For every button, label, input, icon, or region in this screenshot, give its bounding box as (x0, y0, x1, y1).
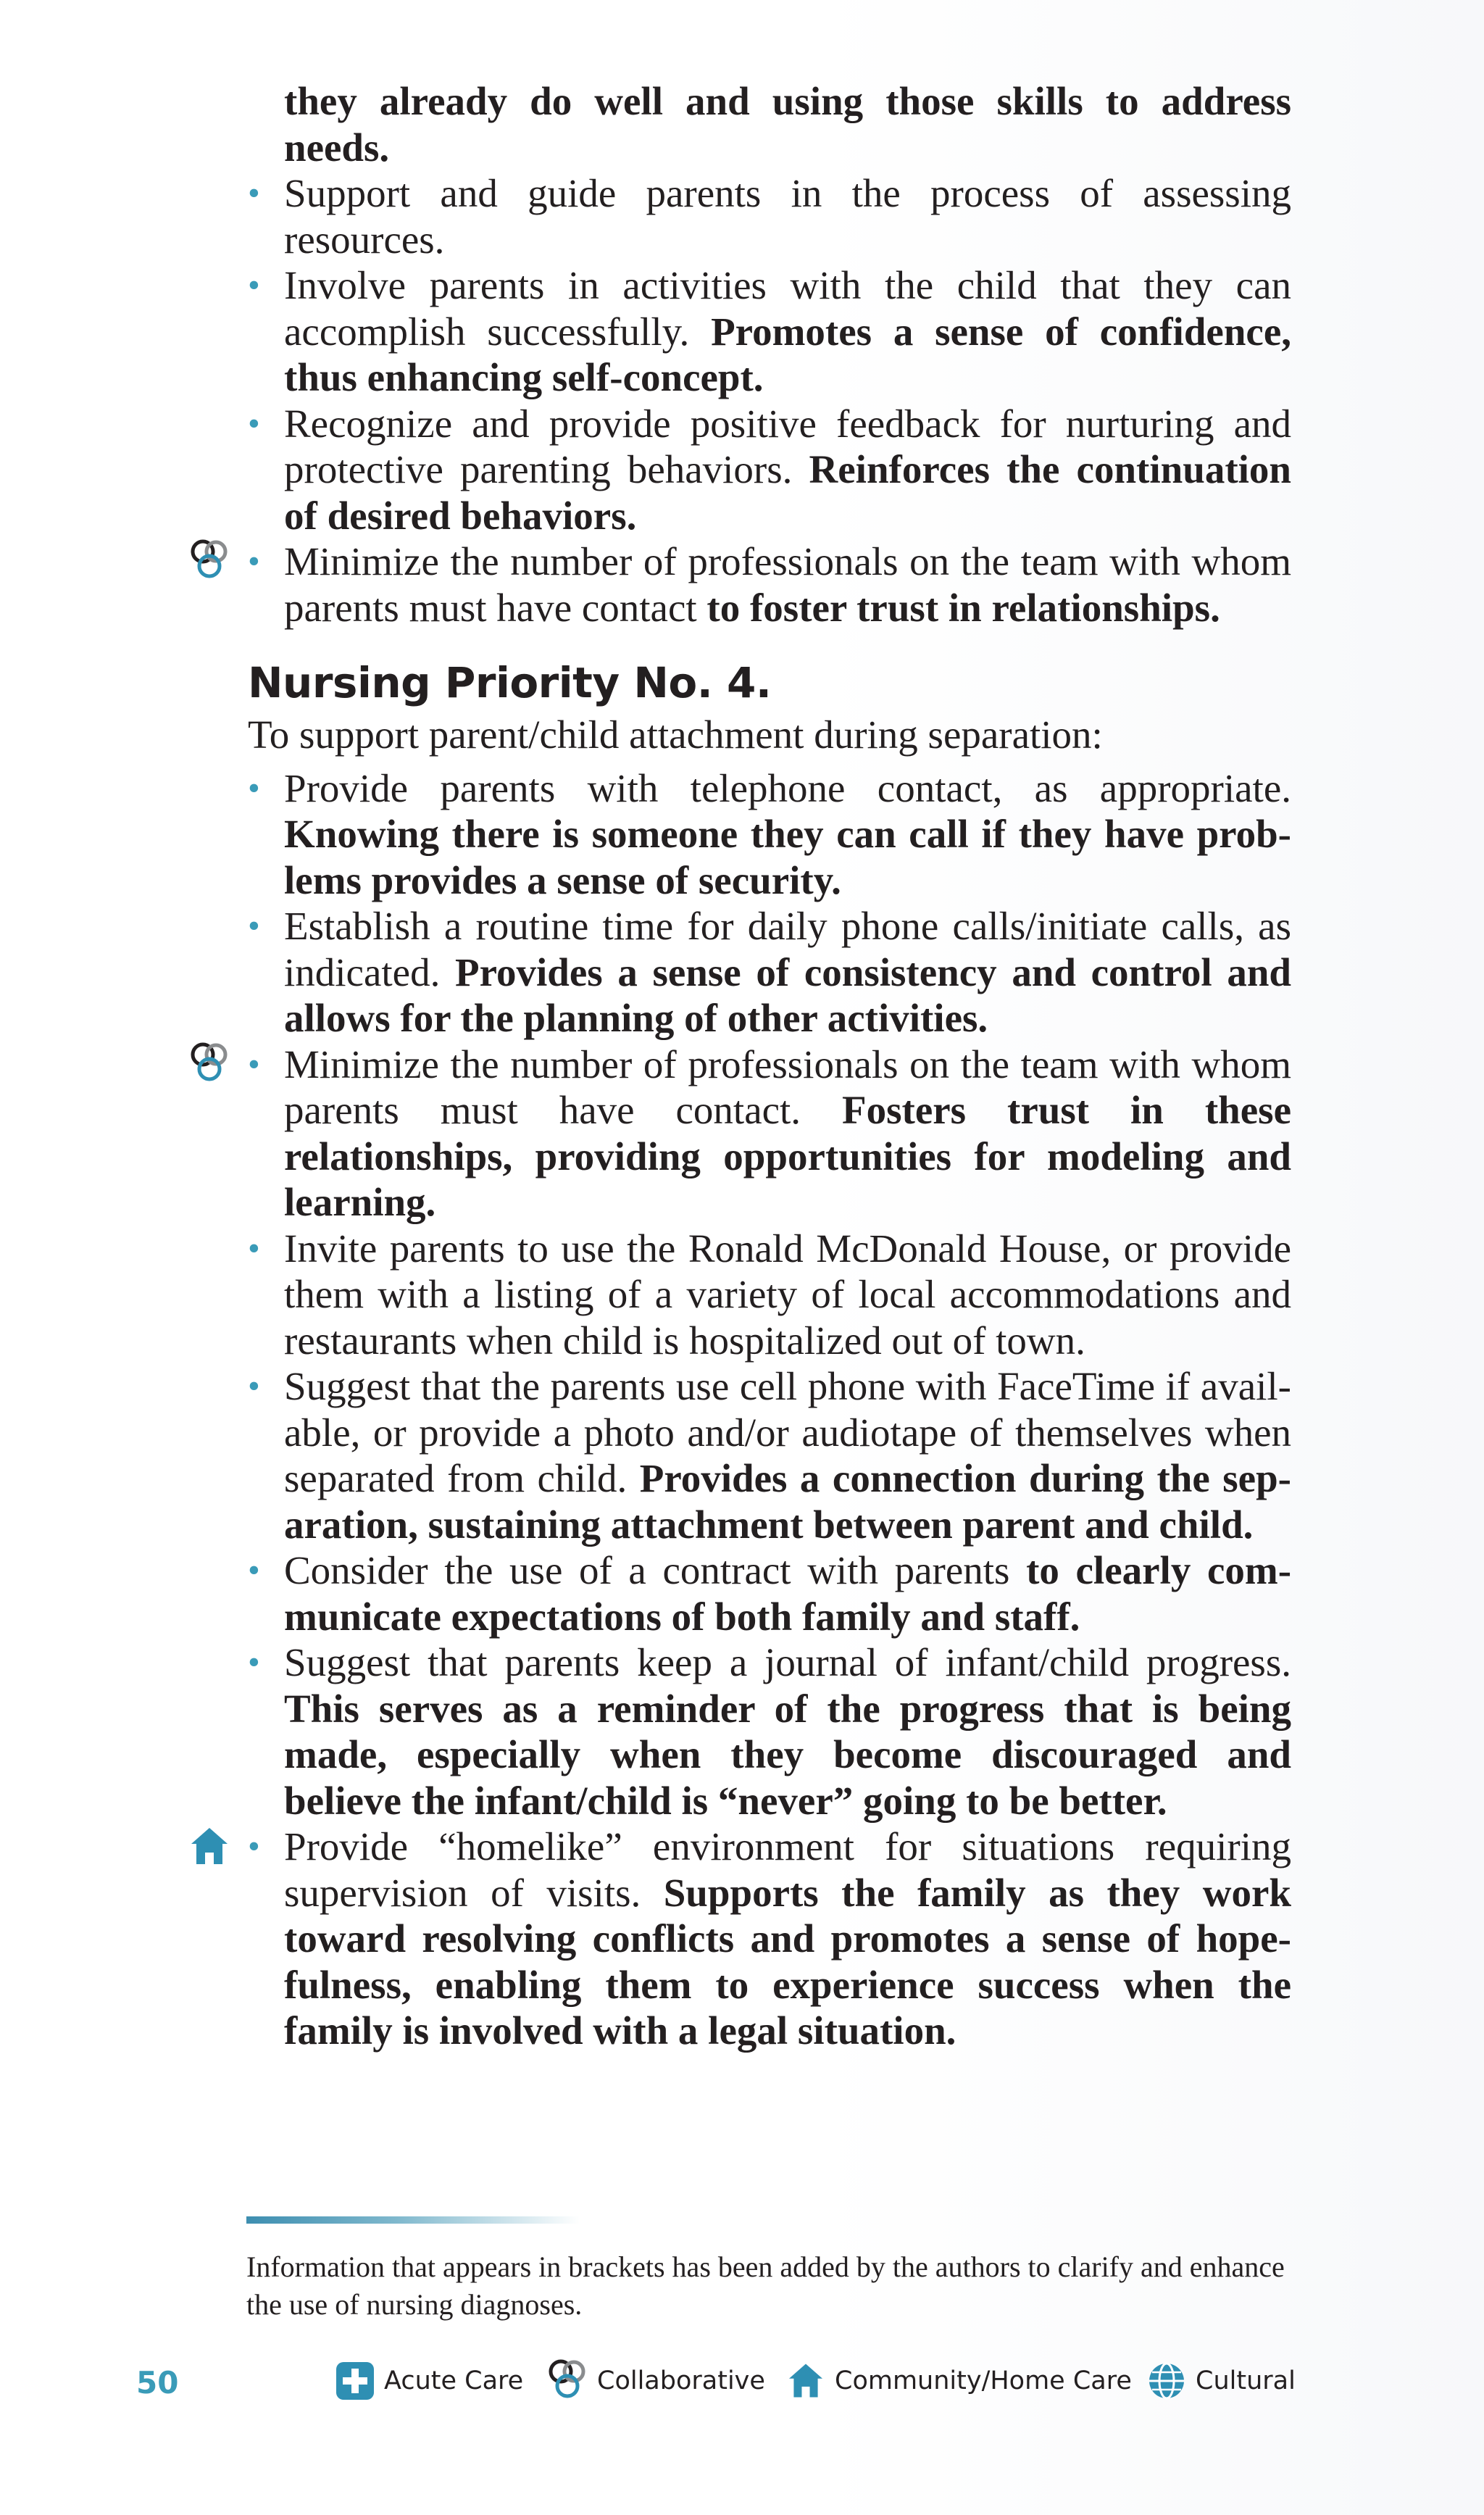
list-item (248, 1363, 1291, 1547)
bullet-icon: • (248, 266, 260, 304)
list-item (248, 903, 1291, 1042)
intervention-list-priority (248, 765, 1291, 2054)
legend-community-home-care (785, 2356, 1132, 2406)
acute-care-icon (335, 2361, 375, 2401)
page-number: 50 (136, 2365, 179, 2400)
bullet-icon: • (248, 1229, 260, 1268)
item-text: Invite parents to use the Ronald McDonald House, or provide them with a listing of a variety of local accommodations and restaurants when child is hospitalized out of town. (284, 1226, 1291, 1363)
bullet-icon: • (248, 1643, 260, 1681)
legend-label: Cultural (1196, 2366, 1296, 2395)
bullet-icon: • (248, 1044, 260, 1084)
item-rationale: Reinforces the continuation of desired behaviors. (284, 447, 1292, 538)
priority-heading: Nursing Priority No. 4. (248, 658, 772, 707)
legend-cultural (1146, 2356, 1296, 2406)
home-care-icon (785, 2360, 826, 2402)
item-text: Recognize and provide positive feedback for nurturing and protective parenting behaviors. (284, 401, 1291, 491)
collaborative-icon (188, 539, 230, 584)
list-item (248, 1042, 1291, 1226)
item-rationale: Provides a sense of consistency and control and allows for the planning of other activities. (284, 949, 1291, 1040)
item-rationale: Fosters trust in these relationships, providing opportunities for modeling and learning. (284, 1088, 1291, 1224)
bullet-icon: • (248, 907, 260, 945)
item-text: Minimize the number of professionals on the team with whom parents must have contact. (284, 1042, 1291, 1132)
legend-acute-care (335, 2356, 523, 2406)
footnote: Information that appears in brackets has been added by the authors to clarify and enhance the use of nursing diagnoses. (246, 2250, 1285, 2321)
list-item (248, 1824, 1291, 2054)
page-content (248, 78, 1291, 2054)
list-item (248, 1226, 1291, 1364)
legend-label: Community/Home Care (835, 2366, 1132, 2395)
bullet-icon: • (248, 542, 260, 581)
bullet-icon: • (248, 1827, 260, 1866)
item-rationale: Knowing there is someone they can call if they have problems provides a sense of security. (284, 812, 1291, 902)
legend-collaborative (546, 2356, 765, 2406)
collaborative-icon (188, 1042, 230, 1087)
list-item (248, 401, 1291, 539)
item-text: Consider the use of a contract with parents (284, 1548, 1027, 1592)
bullet-icon: • (248, 1367, 260, 1405)
bullet-icon: • (248, 404, 260, 443)
home-care-icon (188, 1824, 230, 1869)
collaborative-icon (546, 2358, 588, 2404)
item-text: Suggest that the parents use cell phone with FaceTime if available, or provide a photo and/or audiotape of themselves when separated from child. (284, 1364, 1291, 1500)
bullet-icon: • (248, 768, 260, 807)
item-text: Support and guide parents in the process of assessing resources. (284, 171, 1291, 262)
item-text: Establish a routine time for daily phone calls/initiate calls, as indicated. (284, 904, 1291, 994)
list-item (248, 539, 1291, 631)
legend-label: Collaborative (597, 2366, 765, 2395)
intervention-list-top (248, 170, 1291, 631)
item-text: Provide “homelike” environment for situations requiring supervision of visits. (284, 1824, 1291, 1915)
item-rationale: to clearly communicate expectations of both family and staff. (284, 1548, 1292, 1639)
legend-label: Acute Care (384, 2366, 524, 2395)
bullet-icon: • (248, 1551, 260, 1589)
item-text: Provide parents with telephone contact, as appropriate. (284, 765, 1291, 810)
footnote-divider (246, 2216, 580, 2224)
priority-intro: To support parent/child attachment during separation: (248, 712, 1103, 757)
list-item (248, 1547, 1291, 1639)
list-item (248, 765, 1291, 904)
item-rationale: to foster trust in relationships. (706, 585, 1220, 630)
item-rationale: Provides a connection during the separation, sustaining attachment between parent and child. (284, 1456, 1291, 1547)
item-text: Involve parents in activities with the child that they can accomplish successfully. (284, 263, 1291, 354)
globe-icon (1146, 2361, 1187, 2401)
list-item (248, 170, 1291, 262)
item-rationale: This serves as a reminder of the progress that is being made, especially when they become discouraged and believe the infant/child is “never” going to be better. (284, 1686, 1291, 1823)
item-rationale: Supports the family as they work toward resolving conflicts and promotes a sense of hopefulness, enabling them to experience success when the family is involved with a legal situation. (284, 1870, 1291, 2053)
bullet-icon: • (248, 174, 260, 212)
item-text: Suggest that parents keep a journal of infant/child progress. (284, 1640, 1291, 1684)
item-text: Minimize the number of professionals on the team with whom parents must have contact (284, 539, 1291, 630)
list-item (248, 262, 1291, 401)
continuation-text: they already do well and using those skills to address needs. (284, 79, 1291, 170)
item-rationale: Promotes a sense of confidence, thus enhancing self-concept. (284, 309, 1291, 399)
list-item (248, 1639, 1291, 1824)
